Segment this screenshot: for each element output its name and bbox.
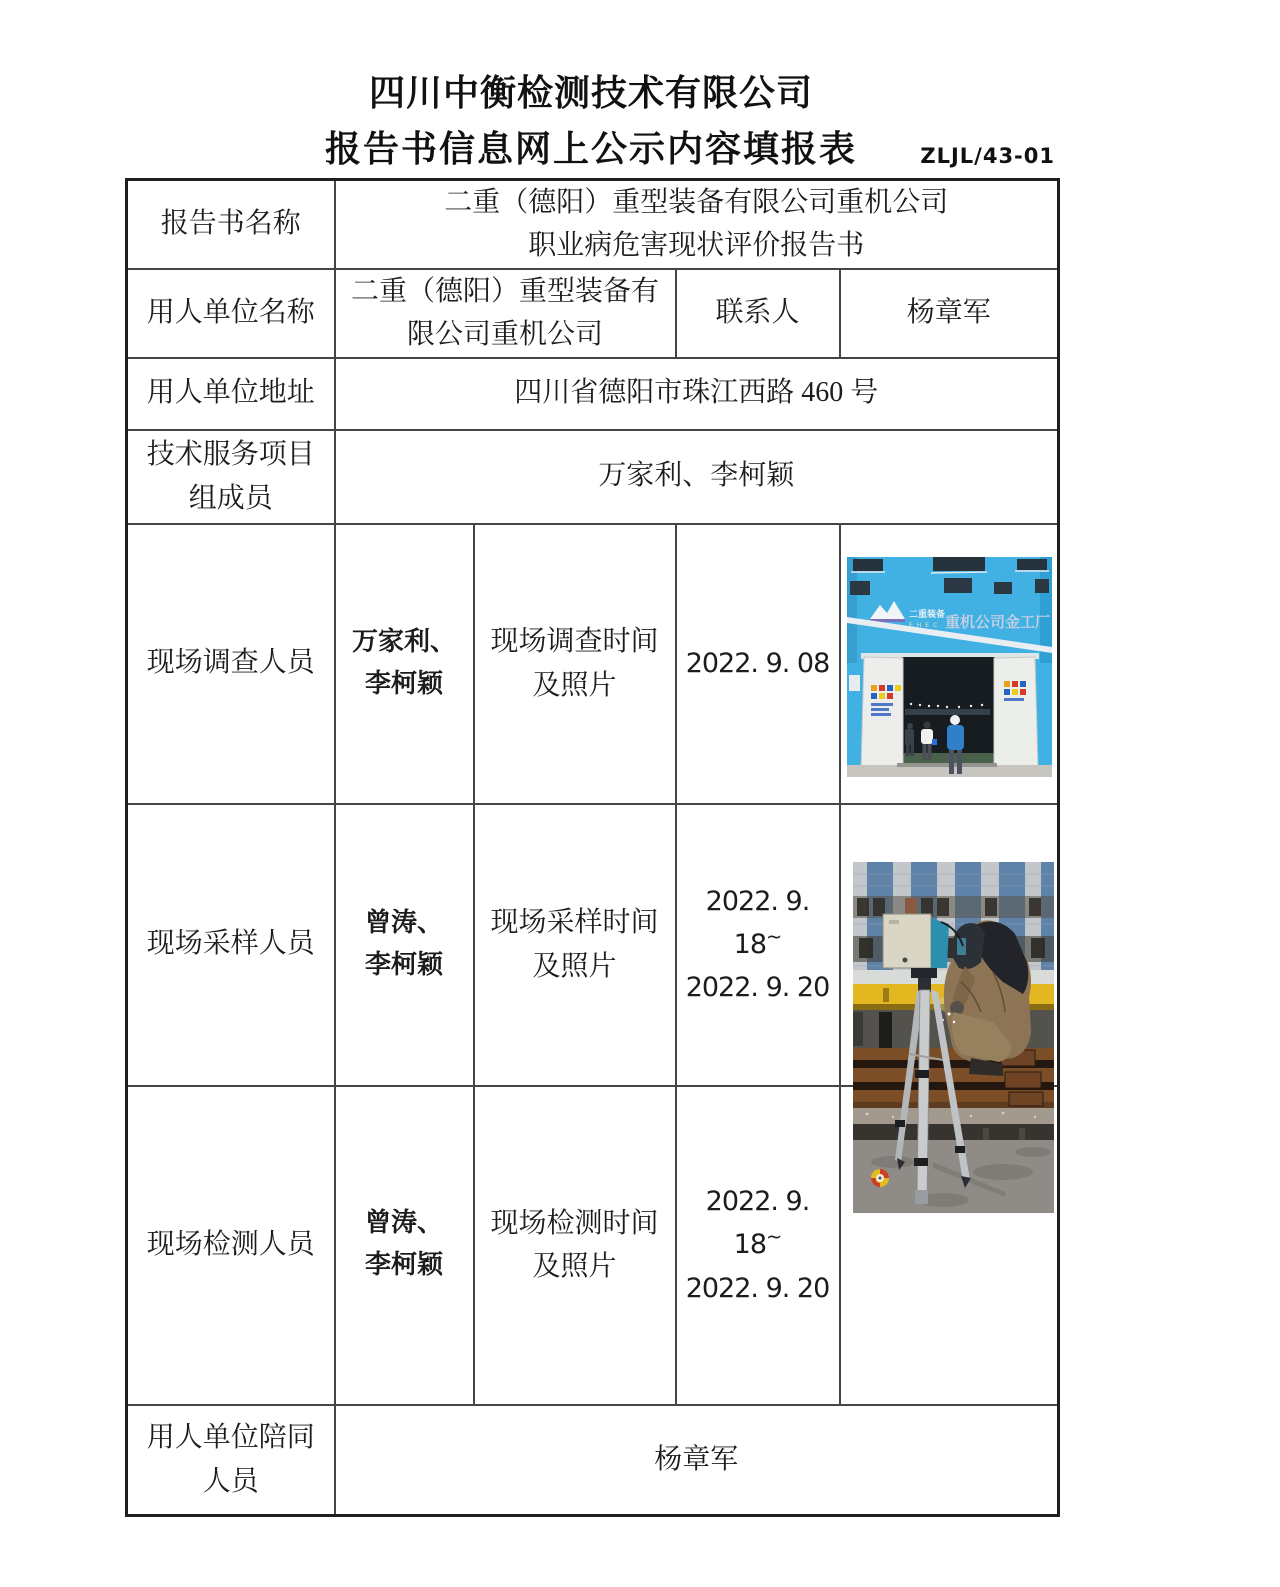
row-project-team <box>127 430 1059 524</box>
site-survey-label: 现场调查人员 <box>127 524 335 804</box>
right-sliding-door <box>994 657 1038 770</box>
site-survey-names-line1: 万家利、 <box>351 626 456 657</box>
row-accompanying <box>127 1405 1059 1516</box>
employer-name-value <box>335 269 676 358</box>
project-team-label-line1: 技术服务项目 <box>146 439 315 471</box>
site-testing-names-line2: 李柯颖 <box>364 1250 443 1281</box>
date-range-tilde: ~ <box>766 924 782 948</box>
site-testing-time-label-line1: 现场检测时间 <box>490 1207 659 1239</box>
site-sampling-dates <box>676 804 840 1086</box>
form-title: 报告书信息网上公示内容填报表 <box>324 129 857 170</box>
report-name-line2: 职业病危害现状评价报告书 <box>528 230 865 262</box>
site-survey-names <box>335 524 474 804</box>
form-title-row <box>125 130 1057 170</box>
site-testing-date-start: 2022. 9. 18~ <box>705 1186 810 1261</box>
employer-name-line1: 二重（德阳）重型装备有 <box>350 275 659 307</box>
site-testing-names-line1: 曾涛、 <box>364 1208 443 1239</box>
row-employer-address <box>127 358 1059 430</box>
site-sampling-time-label-line1: 现场采样时间 <box>490 907 659 939</box>
site-sampling-date-start: 2022. 9. 18~ <box>705 885 810 960</box>
site-testing-dates <box>676 1086 840 1405</box>
accompanying-label <box>127 1405 335 1516</box>
site-survey-date: 2022. 9. 08 <box>676 524 840 804</box>
sign-main-text: 重机公司金工厂 <box>945 613 1051 631</box>
report-table-wrap <box>125 178 1057 1517</box>
site-sampling-names <box>335 804 474 1086</box>
site-sampling-label: 现场采样人员 <box>127 804 335 1086</box>
employer-address-label: 用人单位地址 <box>127 358 335 430</box>
project-team-label-line2: 组成员 <box>188 482 273 514</box>
accompanying-label-line1: 用人单位陪同 <box>146 1422 315 1454</box>
welding-site-sampling-photo <box>853 862 1054 1213</box>
sign-logo-text-top: 二重装备 <box>909 610 946 620</box>
sign-logo-text-bottom: EHEC <box>909 622 942 629</box>
row-employer-name <box>127 269 1059 358</box>
accompanying-value: 杨章军 <box>335 1405 1059 1516</box>
project-team-label <box>127 430 335 524</box>
employer-name-label: 用人单位名称 <box>127 269 335 358</box>
report-name-line1: 二重（德阳）重型装备有限公司重机公司 <box>444 187 949 218</box>
report-table <box>125 178 1060 1517</box>
welding-site-illustration <box>853 862 1054 1213</box>
factory-entrance-photo <box>847 557 1052 777</box>
contact-value: 杨章军 <box>840 269 1059 358</box>
site-testing-date-end: 2022. 9. 20 <box>685 1272 830 1304</box>
tape-roll <box>871 1169 889 1187</box>
employer-name-line2: 限公司重机公司 <box>406 319 603 351</box>
project-team-value: 万家利、李柯颖 <box>335 430 1059 524</box>
accompanying-label-line2: 人员 <box>202 1465 259 1497</box>
contact-label: 联系人 <box>676 269 840 358</box>
factory-entrance-illustration <box>847 557 1052 777</box>
warning-signs-right-door <box>1004 681 1026 701</box>
site-sampling-date-end: 2022. 9. 20 <box>685 972 830 1004</box>
report-name-label: 报告书名称 <box>127 180 335 269</box>
site-survey-time-label-line2: 及照片 <box>532 669 617 701</box>
site-sampling-names-line2: 李柯颖 <box>364 949 443 980</box>
site-testing-names <box>335 1086 474 1405</box>
report-name-value <box>335 180 1059 269</box>
site-testing-label: 现场检测人员 <box>127 1086 335 1405</box>
company-title: 四川中衡检测技术有限公司 <box>368 73 813 114</box>
document-header <box>125 74 1057 170</box>
site-survey-time-label-line1: 现场调查时间 <box>490 626 659 658</box>
site-testing-time-label-line2: 及照片 <box>532 1251 617 1283</box>
employer-address-value: 四川省德阳市珠江西路 460 号 <box>335 358 1059 430</box>
site-sampling-time-label-line2: 及照片 <box>532 950 617 982</box>
site-sampling-time-label <box>474 804 676 1086</box>
site-survey-time-label <box>474 524 676 804</box>
date-range-tilde: ~ <box>766 1225 782 1249</box>
row-report-name <box>127 180 1059 269</box>
form-code: ZLJL/43-01 <box>920 144 1055 168</box>
site-testing-time-label <box>474 1086 676 1405</box>
site-sampling-names-line1: 曾涛、 <box>364 907 443 938</box>
site-survey-names-line2: 李柯颖 <box>364 668 443 699</box>
